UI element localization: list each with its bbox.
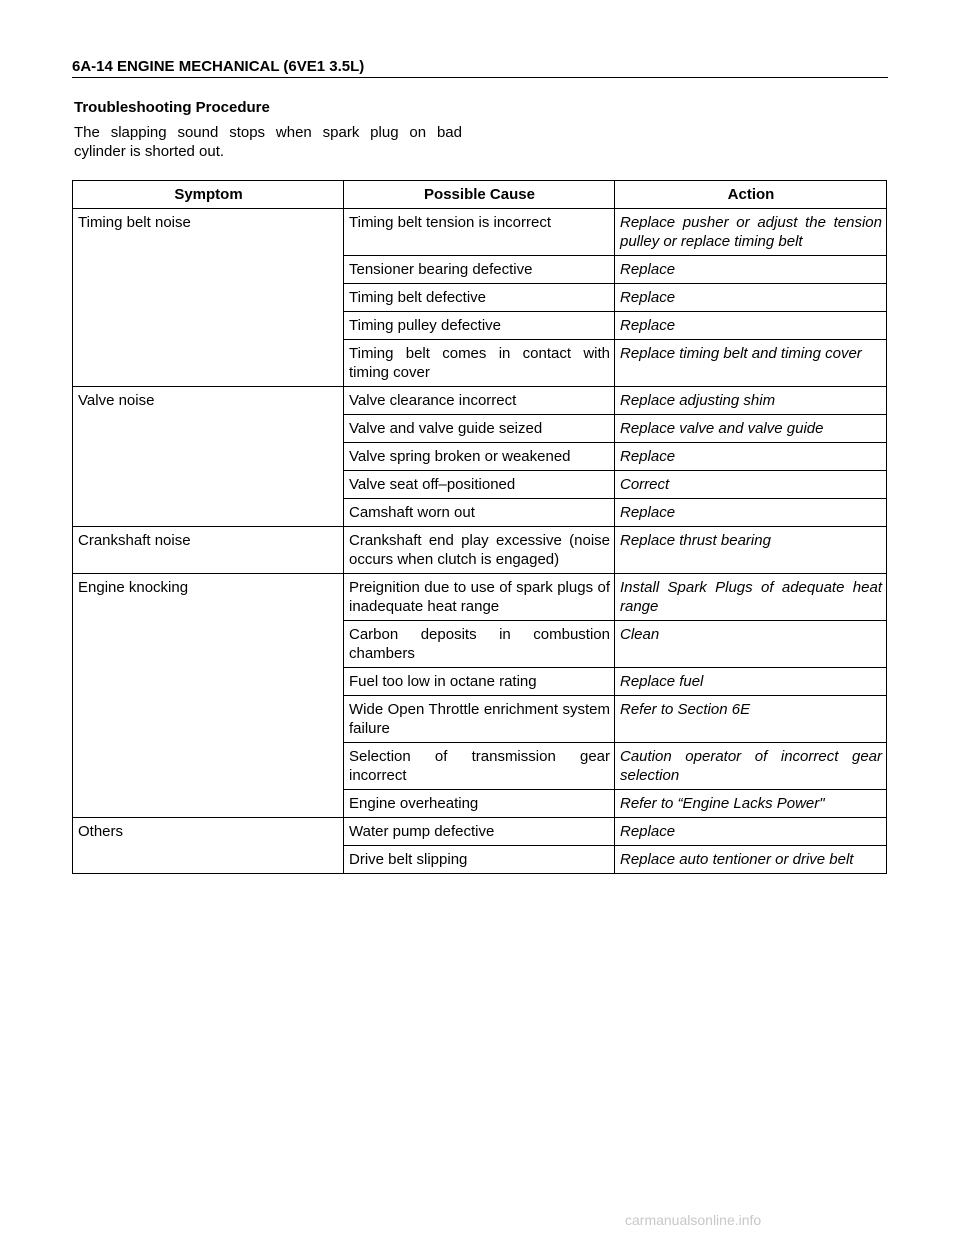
symptom-cell: Valve noise [73, 387, 344, 527]
header-action: Action [615, 181, 887, 209]
intro-paragraph: The slapping sound stops when spark plug on bad cylinder is shorted out. [74, 124, 462, 160]
watermark: carmanualsonline.info [625, 1212, 762, 1228]
action-cell: Replace [615, 256, 887, 284]
page-header-title: 6A-14 ENGINE MECHANICAL (6VE1 3.5L) [72, 58, 365, 75]
cause-cell: Preignition due to use of spark plugs of inadequate heat range [344, 574, 615, 621]
troubleshooting-table [72, 180, 887, 874]
header-cause: Possible Cause [344, 181, 615, 209]
symptom-cell: Others [73, 818, 344, 874]
section-title: Troubleshooting Procedure [74, 99, 270, 116]
action-cell: Caution operator of incorrect gear selection [615, 743, 887, 790]
table-row [73, 209, 887, 256]
action-cell: Replace [615, 443, 887, 471]
cause-cell: Engine overheating [344, 790, 615, 818]
action-cell: Replace [615, 818, 887, 846]
cause-cell: Drive belt slipping [344, 846, 615, 874]
symptom-cell: Engine knocking [73, 574, 344, 818]
cause-cell: Camshaft worn out [344, 499, 615, 527]
table-body [73, 209, 887, 874]
cause-cell: Timing belt defective [344, 284, 615, 312]
action-cell: Replace pusher or adjust the tension pulley or replace timing belt [615, 209, 887, 256]
action-cell: Replace auto tentioner or drive belt [615, 846, 887, 874]
action-cell: Install Spark Plugs of adequate heat range [615, 574, 887, 621]
table-row [73, 818, 887, 846]
cause-cell: Wide Open Throttle enrichment system failure [344, 696, 615, 743]
action-cell: Clean [615, 621, 887, 668]
table-row [73, 574, 887, 621]
action-cell: Replace thrust bearing [615, 527, 887, 574]
cause-cell: Selection of transmission gear incorrect [344, 743, 615, 790]
cause-cell: Valve seat off–positioned [344, 471, 615, 499]
table-row [73, 387, 887, 415]
cause-cell: Water pump defective [344, 818, 615, 846]
action-cell: Replace timing belt and timing cover [615, 340, 887, 387]
cause-cell: Crankshaft end play excessive (noise occurs when clutch is engaged) [344, 527, 615, 574]
action-cell: Refer to Section 6E [615, 696, 887, 743]
action-cell: Replace adjusting shim [615, 387, 887, 415]
action-cell: Refer to “Engine Lacks Power" [615, 790, 887, 818]
cause-cell: Valve clearance incorrect [344, 387, 615, 415]
cause-cell: Valve spring broken or weakened [344, 443, 615, 471]
action-cell: Replace valve and valve guide [615, 415, 887, 443]
action-cell: Replace [615, 284, 887, 312]
symptom-cell: Timing belt noise [73, 209, 344, 387]
action-cell: Replace [615, 499, 887, 527]
cause-cell: Tensioner bearing defective [344, 256, 615, 284]
action-cell: Replace [615, 312, 887, 340]
cause-cell: Timing belt tension is incorrect [344, 209, 615, 256]
table-header-row [73, 181, 887, 209]
table-row [73, 527, 887, 574]
header-symptom: Symptom [73, 181, 344, 209]
page-header [72, 57, 888, 78]
action-cell: Replace fuel [615, 668, 887, 696]
cause-cell: Carbon deposits in combustion chambers [344, 621, 615, 668]
cause-cell: Valve and valve guide seized [344, 415, 615, 443]
action-cell: Correct [615, 471, 887, 499]
cause-cell: Fuel too low in octane rating [344, 668, 615, 696]
cause-cell: Timing belt comes in contact with timing cover [344, 340, 615, 387]
symptom-cell: Crankshaft noise [73, 527, 344, 574]
cause-cell: Timing pulley defective [344, 312, 615, 340]
